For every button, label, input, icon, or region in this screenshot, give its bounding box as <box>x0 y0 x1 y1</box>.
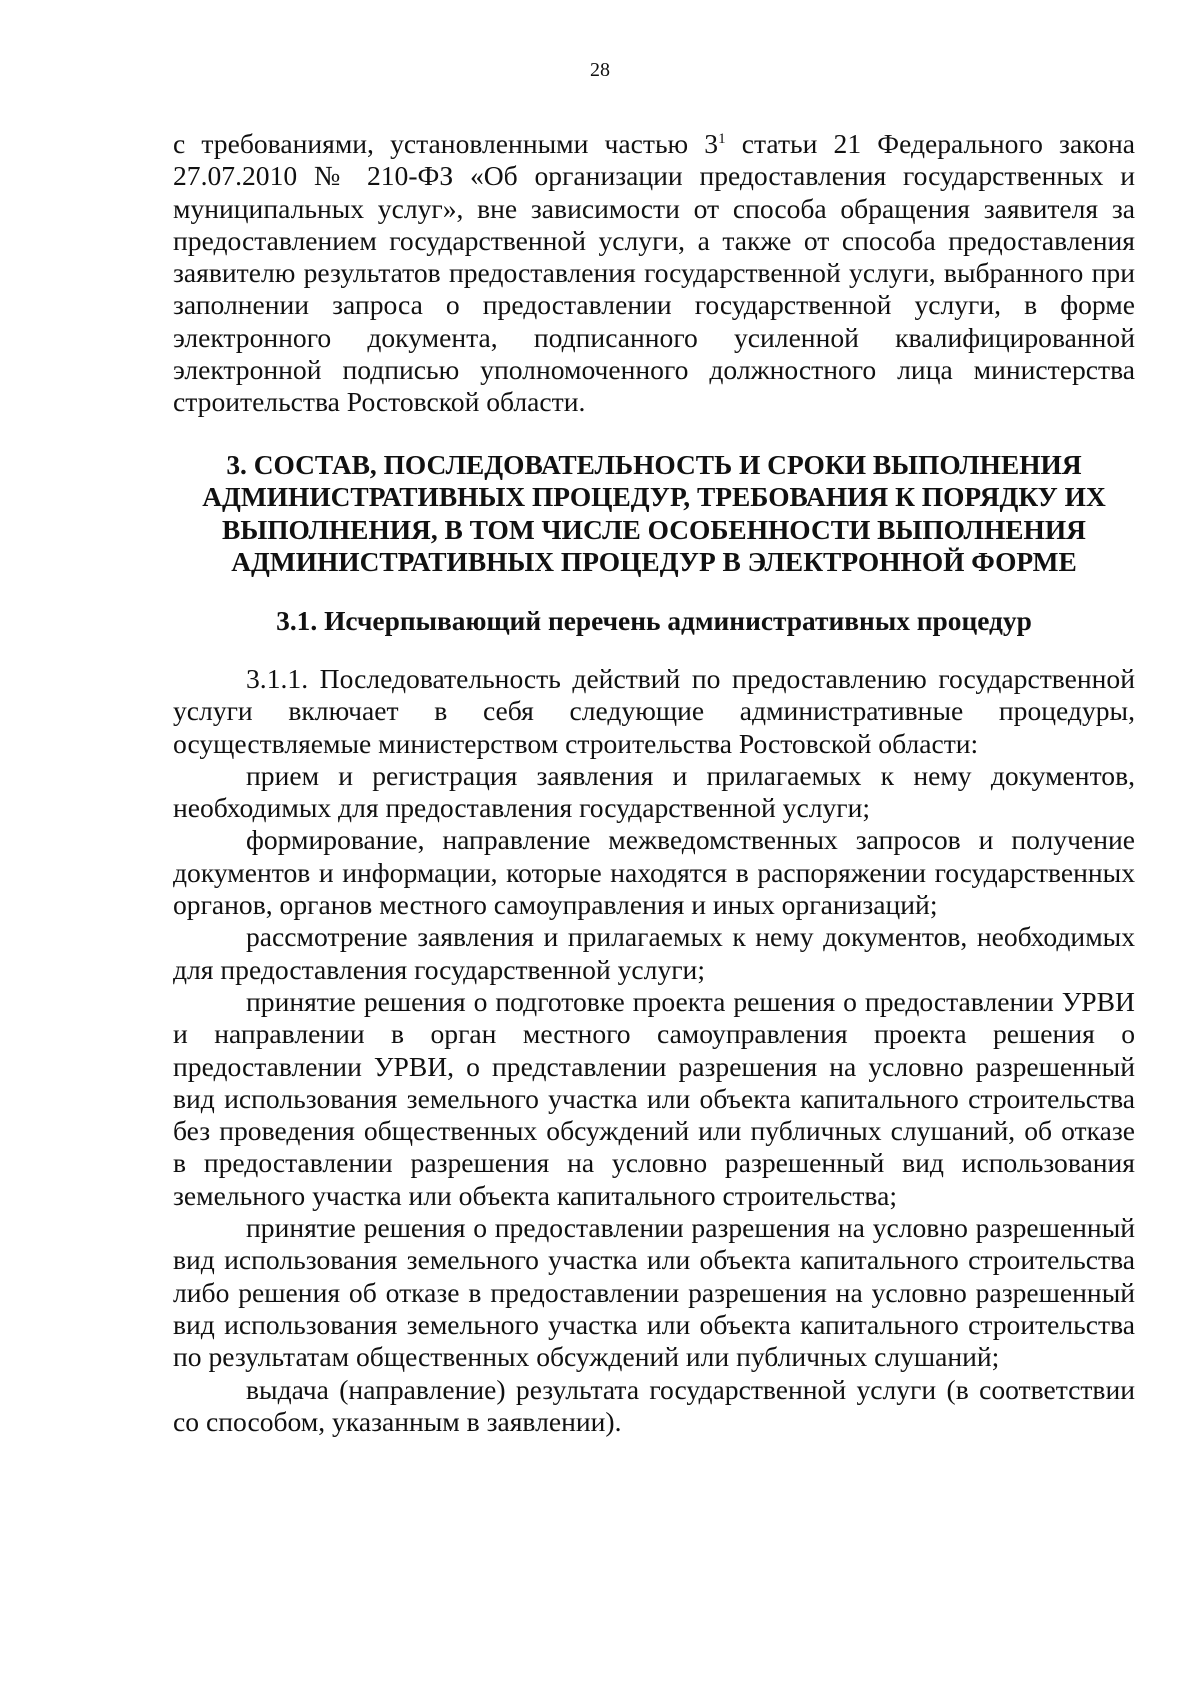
subsection-title: 3.1. Исчерпывающий перечень административных процедур <box>276 605 1032 636</box>
section-title: 3. СОСТАВ, ПОСЛЕДОВАТЕЛЬНОСТЬ И СРОКИ ВЫПОЛНЕНИЯ АДМИНИСТРАТИВНЫХ ПРОЦЕДУР, ТРЕБОВАНИЯ К ПОРЯДКУ ИХ ВЫПОЛНЕНИЯ, В ТОМ ЧИСЛЕ ОСОБЕННОСТИ ВЫПОЛНЕНИЯ АДМИНИСТРАТИВНЫХ ПРОЦЕДУР В ЭЛЕКТРОННОЙ ФОРМЕ <box>202 449 1106 578</box>
intro-superscript: 1 <box>718 130 726 147</box>
procedure-final-decision: принятие решения о предоставлении разрешения на условно разрешенный вид использования земельного участка или объекта капитального строительства либо решения об отказе в предоставлении разрешения на условно разрешенный вид использования земельного участка или объекта капитального строительства по результатам общественных обсуждений или публичных слушаний; <box>173 1212 1135 1373</box>
intro-text-start: с требованиями, установленными частью 3 <box>173 128 719 159</box>
procedure-review: рассмотрение заявления и прилагаемых к нему документов, необходимых для предоставления государственной услуги; <box>173 921 1135 985</box>
procedure-draft-decision: принятие решения о подготовке проекта решения о предоставлении УРВИ и направлении в орган местного самоуправления проекта решения о предоставлении УРВИ, о представлении разрешения на условно разрешенный вид использования земельного участка или объекта капитального строительства без проведения общественных обсуждений или публичных слушаний, об отказе в предоставлении разрешения на условно разрешенный вид использования земельного участка или объекта капитального строительства; <box>173 985 1135 1211</box>
document-body <box>173 128 1135 1438</box>
page-number: 28 <box>590 59 610 81</box>
procedure-reception: прием и регистрация заявления и прилагаемых к нему документов, необходимых для предоставления государственной услуги; <box>173 759 1135 824</box>
paragraph-3-1-1: 3.1.1. Последовательность действий по предоставлению государственной услуги включает в себя следующие административные процедуры, осуществляемые министерством строительства Ростовской области: <box>173 662 1135 759</box>
procedure-issuance: выдача (направление) результата государственной услуги (в соответствии со способом, указанным в заявлении). <box>173 1373 1135 1437</box>
intro-paragraph <box>173 128 1135 419</box>
intro-text-end: статьи 21 Федерального закона 27.07.2010 № 210-ФЗ «Об организации предоставления государственных и муниципальных услуг», вне зависимости от способа обращения заявителя за предоставлением государственной услуги, а также от способа предоставления заявителю результатов предоставления государственной услуги, выбранного при заполнении запроса о предоставлении государственной услуги, в форме электронного документа, подписанного усиленной квалифицированной электронной подписью уполномоченного должностного лица министерства строительства Ростовской области. <box>173 128 1136 418</box>
procedure-interagency-requests: формирование, направление межведомственных запросов и получение документов и информации, которые находятся в распоряжении государственных органов, органов местного самоуправления и иных организаций; <box>173 824 1135 921</box>
